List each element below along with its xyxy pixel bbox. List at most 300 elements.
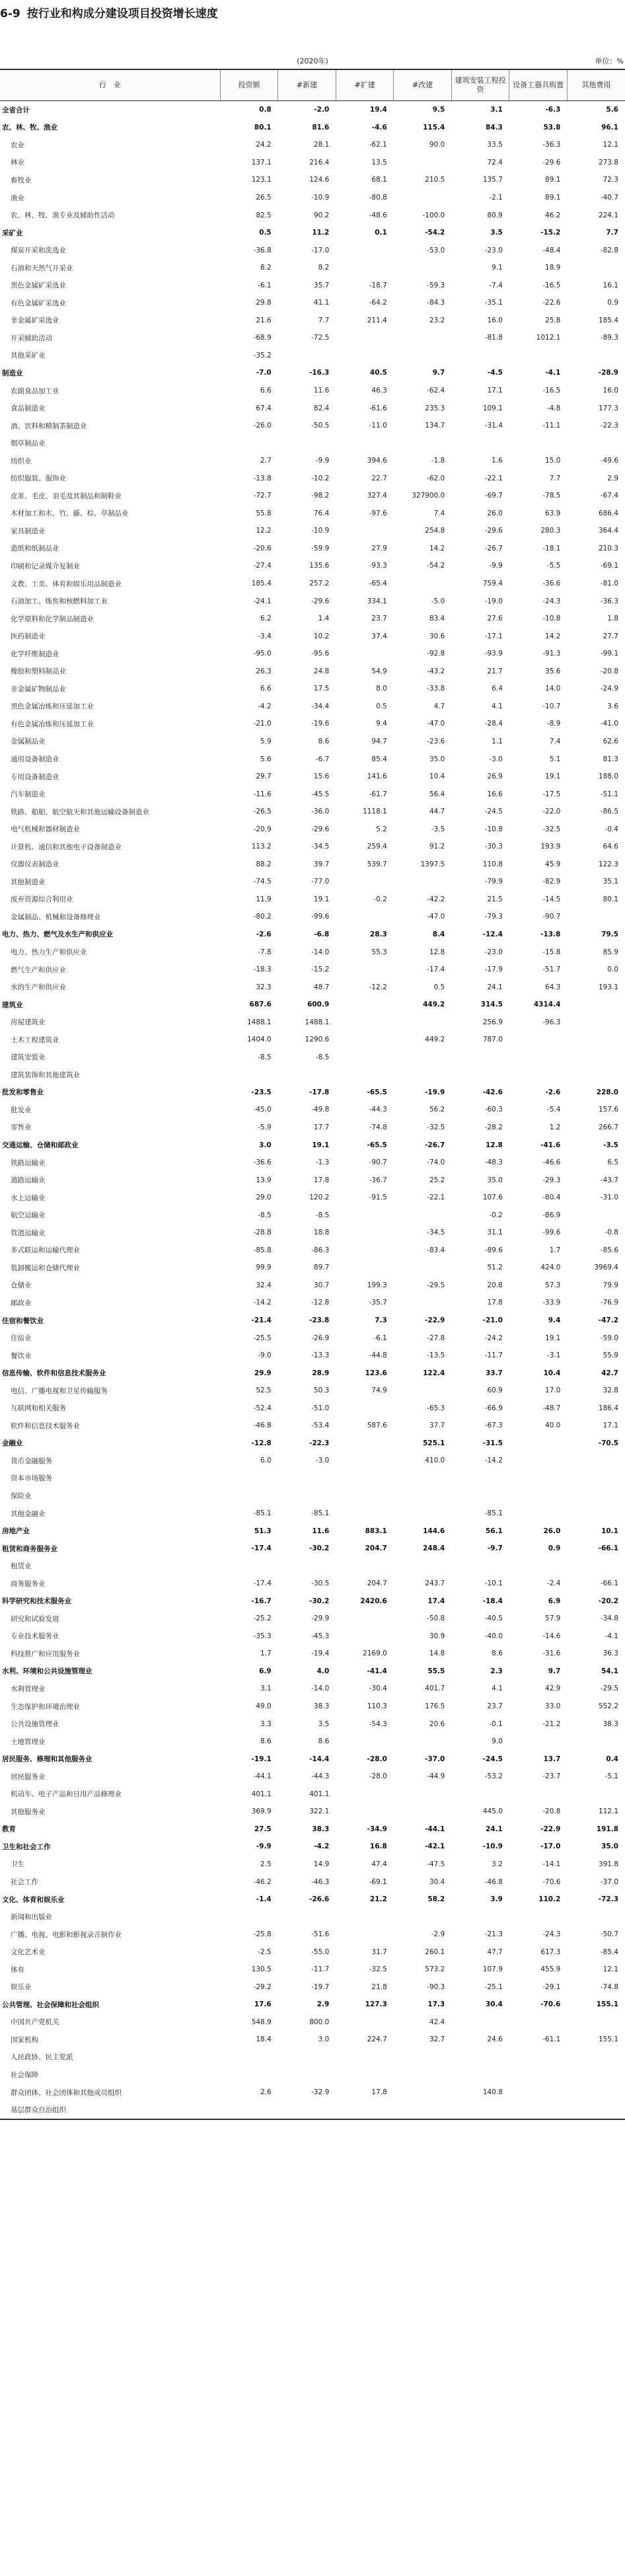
construction-install-value: 56.1	[485, 1527, 503, 1535]
equipment-value: -22.6	[542, 299, 561, 307]
new-build-value	[278, 1066, 336, 1084]
header-other-costs: 其他费用	[567, 69, 625, 101]
industry-name: 土地管理业	[11, 1737, 46, 1746]
construction-install-value	[451, 2066, 509, 2084]
table-row	[0, 1680, 625, 1698]
expansion-value: -30.4	[369, 1685, 387, 1693]
equipment-value	[509, 1908, 568, 1926]
equipment-value: -70.6	[540, 2000, 561, 2009]
equipment-value: 7.4	[549, 737, 561, 745]
reconstruction-value: 573.2	[425, 1965, 445, 1974]
industry-name: 烟草制品业	[11, 439, 46, 448]
new-build-value: 30.7	[313, 1281, 330, 1289]
reconstruction-value: -62.4	[427, 387, 445, 395]
construction-install-value: -85.1	[484, 1509, 503, 1518]
table-row	[0, 768, 625, 786]
equipment-value: 19.1	[545, 773, 561, 781]
table-row	[0, 1803, 625, 1821]
table-row	[0, 715, 625, 733]
equipment-value: -99.6	[542, 1229, 561, 1237]
other-costs-value	[567, 434, 625, 452]
investment-value: -9.9	[256, 1842, 272, 1851]
industry-name: 畜牧业	[11, 176, 32, 184]
industry-name: 交通运输、仓储和邮政业	[2, 1141, 79, 1150]
new-build-value: -8.5	[315, 1053, 330, 1061]
reconstruction-value	[394, 1487, 452, 1505]
industry-name: 建筑装饰和其他建筑业	[11, 1071, 80, 1079]
other-costs-value	[567, 1786, 625, 1803]
expansion-value	[336, 2049, 394, 2066]
expansion-value	[336, 1013, 394, 1031]
equipment-value: -13.8	[540, 930, 561, 938]
table-title	[0, 4, 218, 20]
investment-value: 13.9	[256, 1176, 272, 1184]
reconstruction-value: -47.0	[427, 913, 445, 921]
construction-install-value: -48.3	[484, 1158, 503, 1167]
other-costs-value: -76.9	[600, 1299, 618, 1307]
expansion-value: 334.1	[367, 597, 387, 605]
investment-value: -26.5	[253, 808, 272, 816]
equipment-value: -15.8	[542, 948, 561, 956]
header-row	[0, 69, 625, 101]
industry-name: 批发和零售业	[2, 1088, 44, 1097]
equipment-value: -5.5	[546, 562, 561, 570]
industry-name: 体育	[11, 1965, 24, 1974]
reconstruction-value	[394, 873, 452, 891]
equipment-value: -33.9	[542, 1299, 561, 1307]
equipment-value: 89.1	[545, 176, 561, 184]
industry-name: 金属制品、机械和设备修理业	[11, 913, 101, 921]
investment-value: -36.6	[253, 1158, 272, 1167]
investment-value: -12.8	[251, 1439, 272, 1447]
new-build-value	[278, 434, 336, 452]
equipment-value	[509, 1452, 568, 1470]
other-costs-value: -5.1	[605, 1772, 618, 1781]
investment-value: 113.2	[251, 843, 272, 851]
table-row	[0, 2031, 625, 2049]
new-build-value: 120.2	[309, 1193, 330, 1202]
equipment-value	[509, 1487, 568, 1505]
industry-name: 居民服务、修理和其他服务业	[2, 1755, 92, 1764]
header-reconstruction: #改建	[394, 69, 452, 101]
construction-install-value: 23.7	[487, 1702, 503, 1711]
construction-install-value: -66.9	[484, 1404, 503, 1412]
new-build-value: -14.0	[311, 1685, 330, 1693]
industry-name: 人民政协、民主党派	[11, 2053, 73, 2062]
reconstruction-value: 235.3	[425, 404, 445, 412]
new-build-value	[278, 1487, 336, 1505]
industry-name: 纺织业	[11, 457, 32, 465]
equipment-value: 7.7	[549, 474, 561, 482]
investment-value: -28.8	[253, 1229, 272, 1237]
table-row	[0, 2066, 625, 2084]
industry-name: 中国共产党机关	[11, 2018, 59, 2027]
other-costs-value	[567, 1487, 625, 1505]
expansion-value: 123.6	[365, 1369, 387, 1377]
other-costs-value: 80.1	[603, 895, 618, 903]
table-row	[0, 189, 625, 207]
expansion-value: -62.1	[369, 141, 387, 149]
equipment-value: 1.7	[549, 1246, 561, 1254]
construction-install-value: 33.7	[485, 1369, 503, 1377]
other-costs-value: -50.7	[600, 1930, 618, 1939]
construction-install-value: -0.1	[489, 1720, 503, 1728]
other-costs-value: -74.8	[600, 1983, 618, 1991]
new-build-value: -13.3	[311, 1351, 330, 1360]
investment-value: -9.0	[258, 1351, 272, 1360]
construction-install-value	[451, 1557, 509, 1575]
construction-install-value: 60.9	[487, 1386, 503, 1395]
other-costs-value: -28.9	[598, 369, 618, 377]
industry-name: 保险业	[11, 1492, 32, 1500]
expansion-value: -35.7	[369, 1299, 387, 1307]
table-row	[0, 382, 625, 400]
equipment-value: 35.6	[545, 667, 561, 675]
other-costs-value: 12.1	[603, 141, 618, 149]
equipment-value: 617.3	[540, 1948, 561, 1956]
investment-value: -25.8	[253, 1930, 272, 1939]
other-costs-value	[567, 1066, 625, 1084]
equipment-value: -15.2	[540, 229, 561, 237]
industry-name: 化学纤维制造业	[11, 650, 59, 658]
table-row	[0, 171, 625, 189]
industry-name: 水上运输业	[11, 1193, 46, 1202]
reconstruction-value: -19.9	[425, 1088, 445, 1096]
equipment-value	[509, 2084, 568, 2102]
reconstruction-value: -43.2	[427, 667, 445, 675]
expansion-value	[336, 1786, 394, 1803]
reconstruction-value: -42.1	[425, 1842, 445, 1851]
equipment-value: -29.3	[542, 1176, 561, 1184]
equipment-value: 19.1	[545, 1334, 561, 1342]
table-row	[0, 2014, 625, 2031]
reconstruction-value: 37.7	[429, 1421, 445, 1430]
new-build-value: 50.3	[313, 1386, 330, 1395]
equipment-value: -31.6	[542, 1649, 561, 1658]
construction-install-value: -79.9	[484, 878, 503, 886]
reconstruction-value	[394, 1733, 452, 1751]
table-row-category	[0, 926, 625, 944]
reconstruction-value: -27.8	[427, 1334, 445, 1342]
new-build-value: 8.6	[318, 1737, 330, 1746]
reconstruction-value: 9.7	[432, 369, 445, 377]
investment-value: -14.2	[253, 1299, 272, 1307]
other-costs-value: -31.0	[600, 1193, 618, 1202]
expansion-value: 74.9	[371, 1386, 387, 1395]
new-build-value: -17.8	[309, 1088, 330, 1096]
reconstruction-value: 401.7	[425, 1685, 445, 1693]
equipment-value: -51.7	[542, 966, 561, 974]
equipment-value: 57.9	[545, 1614, 561, 1623]
expansion-value: -90.7	[369, 1158, 387, 1167]
investment-value: -46.8	[253, 1421, 272, 1430]
reconstruction-value	[394, 1013, 452, 1031]
other-costs-value: -43.7	[600, 1176, 618, 1184]
construction-install-value: 1.1	[492, 737, 503, 745]
other-costs-value	[567, 2049, 625, 2066]
industry-name: 卫生和社会工作	[2, 1842, 51, 1851]
reconstruction-value: 260.1	[425, 1948, 445, 1956]
expansion-value	[336, 961, 394, 979]
industry-name: 石油和天然气开采业	[11, 264, 73, 272]
table-row	[0, 645, 625, 663]
expansion-value	[336, 329, 394, 347]
expansion-value: -65.5	[367, 1141, 387, 1149]
industry-name: 研究和试验发展	[11, 1614, 59, 1623]
investment-value: -36.8	[253, 246, 272, 254]
equipment-value: -14.5	[542, 895, 561, 903]
reconstruction-value	[394, 347, 452, 365]
other-costs-value: -37.0	[600, 1877, 618, 1886]
expansion-value: 327.4	[367, 492, 387, 500]
expansion-value	[336, 1049, 394, 1067]
industry-name: 农、林、牧、渔业	[2, 124, 57, 132]
expansion-value: 17.8	[371, 2088, 387, 2097]
new-build-value: -26.6	[309, 1895, 330, 1904]
unit-label: 单位：%	[595, 57, 624, 65]
new-build-value: -12.8	[311, 1299, 330, 1307]
equipment-value: 40.0	[545, 1421, 561, 1430]
reconstruction-value: 20.6	[429, 1720, 445, 1728]
expansion-value	[336, 1066, 394, 1084]
new-build-value: -6.7	[315, 755, 330, 763]
industry-name: 文化、体育和娱乐业	[2, 1895, 65, 1904]
investment-value: 0.5	[259, 229, 272, 237]
construction-install-value: 26.9	[487, 773, 503, 781]
new-build-value: 322.1	[309, 1807, 330, 1816]
construction-install-value: 16.0	[487, 316, 503, 324]
construction-install-value	[451, 1908, 509, 1926]
table-row	[0, 2084, 625, 2102]
table-row	[0, 1066, 625, 1084]
reconstruction-value	[394, 1382, 452, 1400]
other-costs-value: -0.4	[605, 825, 618, 833]
table-row	[0, 908, 625, 926]
expansion-value	[336, 1206, 394, 1224]
investment-value: 32.4	[256, 1281, 272, 1289]
construction-install-value	[451, 2014, 509, 2031]
equipment-value: -90.7	[542, 913, 561, 921]
industry-name: 餐饮业	[11, 1351, 32, 1360]
table-row	[0, 1259, 625, 1277]
industry-name: 非金属矿采选业	[11, 317, 59, 325]
other-costs-value: 112.1	[598, 1807, 618, 1816]
equipment-value: 14.0	[545, 685, 561, 693]
equipment-value	[509, 1557, 568, 1575]
other-costs-value: 0.9	[607, 299, 618, 307]
construction-install-value: -7.4	[489, 281, 503, 289]
table-row-category	[0, 1435, 625, 1453]
other-costs-value	[567, 1031, 625, 1049]
other-costs-value	[567, 1452, 625, 1470]
other-costs-value: 157.6	[598, 1106, 618, 1114]
expansion-value: -54.3	[369, 1720, 387, 1728]
investment-value: 18.4	[256, 2035, 272, 2044]
other-costs-value: 122.3	[598, 860, 618, 868]
expansion-value: 883.1	[365, 1527, 387, 1535]
industry-name: 零售业	[11, 1123, 32, 1132]
construction-install-value: 445.0	[482, 1807, 503, 1816]
construction-install-value: 24.6	[487, 2035, 503, 2044]
other-costs-value	[567, 1049, 625, 1067]
reconstruction-value: 9.5	[432, 106, 445, 114]
expansion-value	[336, 1908, 394, 1926]
reconstruction-value: 90.0	[429, 141, 445, 149]
construction-install-value: -22.1	[484, 474, 503, 482]
other-costs-value: 35.1	[603, 878, 618, 886]
new-build-value: -45.5	[311, 790, 330, 798]
new-build-value: 41.1	[313, 299, 330, 307]
industry-name: 铁路运输业	[11, 1158, 46, 1167]
equipment-value	[509, 1733, 568, 1751]
new-build-value: 1.4	[318, 615, 330, 623]
industry-name: 货币金融服务	[11, 1457, 52, 1465]
investment-value: 82.5	[256, 211, 272, 219]
expansion-value: -44.3	[369, 1106, 387, 1114]
table-row	[0, 312, 625, 330]
investment-value: -7.0	[256, 369, 272, 377]
other-costs-value: 193.1	[598, 983, 618, 991]
other-costs-value: 185.4	[598, 316, 618, 324]
expansion-value: -11.0	[369, 422, 387, 430]
construction-install-value: 107.6	[482, 1193, 503, 1202]
construction-install-value: -14.2	[484, 1457, 503, 1465]
expansion-value: -69.1	[369, 1877, 387, 1886]
construction-install-value: -0.2	[489, 1211, 503, 1219]
other-costs-value: 85.9	[603, 948, 618, 956]
industry-name: 皮革、毛皮、羽毛及其制品和制鞋业	[11, 492, 122, 500]
other-costs-value: -3.5	[603, 1141, 618, 1149]
new-build-value: 28.1	[313, 141, 330, 149]
expansion-value	[336, 908, 394, 926]
expansion-value: 46.3	[371, 387, 387, 395]
investment-value: 369.9	[251, 1807, 272, 1816]
other-costs-value: -67.4	[600, 492, 618, 500]
construction-install-value: -46.8	[484, 1877, 503, 1886]
other-costs-value: -41.0	[600, 720, 618, 728]
new-build-value: -45.3	[311, 1632, 330, 1640]
other-costs-value: -69.1	[600, 562, 618, 570]
industry-name: 黑色金属冶炼和压延加工业	[11, 702, 94, 711]
other-costs-value: 5.6	[606, 106, 618, 114]
other-costs-value: 0.0	[607, 966, 618, 974]
equipment-value: 0.9	[548, 1544, 561, 1553]
equipment-value: 45.9	[545, 860, 561, 868]
equipment-value: -96.3	[542, 1018, 561, 1026]
equipment-value: -11.1	[542, 422, 561, 430]
table-row	[0, 1698, 625, 1716]
investment-value: 8.2	[260, 264, 272, 272]
expansion-value: 16.8	[369, 1842, 387, 1851]
other-costs-value: 79.5	[601, 930, 618, 938]
construction-install-value: -35.1	[484, 299, 503, 307]
table-row	[0, 399, 625, 417]
new-build-value: -10.9	[311, 527, 330, 535]
investment-value: 21.6	[256, 316, 272, 324]
table-row-category	[0, 1136, 625, 1154]
construction-install-value: 47.7	[487, 1948, 503, 1956]
new-build-value: -46.3	[311, 1877, 330, 1886]
construction-install-value: -9.9	[489, 562, 503, 570]
equipment-value: -80.4	[542, 1193, 561, 1202]
construction-install-value: 84.3	[485, 123, 503, 132]
reconstruction-value: -65.3	[427, 1404, 445, 1412]
construction-install-value: -40.5	[484, 1614, 503, 1623]
other-costs-value: 64.6	[603, 843, 618, 851]
construction-install-value: -29.6	[484, 527, 503, 535]
other-costs-value: -22.3	[600, 422, 618, 430]
equipment-value: -2.4	[546, 1579, 561, 1588]
reconstruction-value: -13.5	[427, 1351, 445, 1360]
reconstruction-value: -47.0	[427, 720, 445, 728]
equipment-value: 193.9	[540, 843, 561, 851]
investment-value: 26.5	[256, 194, 272, 202]
equipment-value: 9.4	[548, 1316, 561, 1324]
equipment-value	[509, 1786, 568, 1803]
expansion-value: 2169.0	[363, 1649, 387, 1658]
investment-value: 67.4	[256, 404, 272, 412]
industry-name: 管道运输业	[11, 1229, 46, 1237]
construction-install-value: 8.6	[492, 1649, 503, 1658]
expansion-value: -64.2	[369, 299, 387, 307]
reconstruction-value	[394, 1908, 452, 1926]
other-costs-value: -47.2	[598, 1316, 618, 1324]
equipment-value	[509, 1470, 568, 1488]
expansion-value	[336, 2066, 394, 2084]
expansion-value: -61.6	[369, 404, 387, 412]
industry-name: 林业	[11, 159, 24, 167]
other-costs-value: 17.1	[603, 1421, 618, 1430]
reconstruction-value: 56.4	[429, 790, 445, 798]
new-build-value: -4.2	[314, 1842, 330, 1851]
table-row	[0, 1049, 625, 1067]
equipment-value: -10.8	[542, 615, 561, 623]
industry-name: 租赁和商务服务业	[2, 1544, 57, 1553]
industry-name: 制造业	[2, 369, 23, 377]
industry-name: 家具制造业	[11, 527, 46, 535]
table-row	[0, 1715, 625, 1733]
investment-value: -24.1	[253, 597, 272, 605]
new-build-value: -59.9	[311, 544, 330, 552]
equipment-value: 6.9	[548, 1597, 561, 1605]
reconstruction-value	[394, 1259, 452, 1277]
equipment-value: -82.9	[542, 878, 561, 886]
investment-value: -3.4	[258, 632, 272, 640]
expansion-value	[336, 1470, 394, 1488]
industry-name: 广播、电视、电影和影视录音制作业	[11, 1930, 122, 1939]
reconstruction-value: -34.5	[427, 1229, 445, 1237]
other-costs-value: 42.7	[601, 1369, 618, 1377]
investment-value: 11.9	[256, 895, 272, 903]
other-costs-value: 3969.4	[594, 1264, 618, 1272]
equipment-value: -91.3	[542, 650, 561, 658]
industry-name: 农、林、牧、渔专业及辅助性活动	[11, 211, 115, 220]
new-build-value: -11.7	[311, 1965, 330, 1974]
construction-install-value: -9.7	[487, 1544, 503, 1553]
header-industry: 行 业	[0, 69, 220, 101]
other-costs-value: -81.0	[600, 580, 618, 588]
other-costs-value: 1.8	[607, 615, 618, 623]
equipment-value: 14.2	[545, 632, 561, 640]
table-row-category	[0, 1663, 625, 1681]
equipment-value: -6.3	[545, 106, 561, 114]
other-costs-value: -72.3	[598, 1895, 618, 1904]
expansion-value: 22.7	[371, 474, 387, 482]
reconstruction-value: 210.5	[425, 176, 445, 184]
reconstruction-value: -17.4	[427, 966, 445, 974]
new-build-value: -3.0	[315, 1457, 330, 1465]
industry-name: 有色金属矿采选业	[11, 299, 66, 307]
